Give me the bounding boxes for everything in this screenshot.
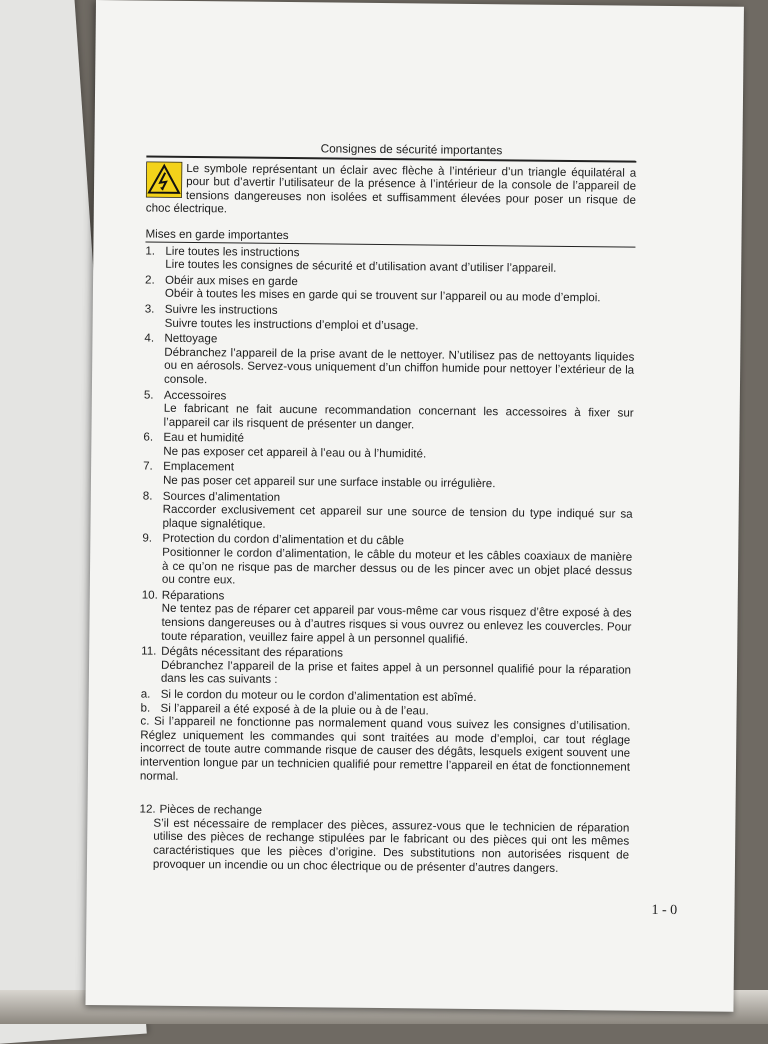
item-number: 3. xyxy=(144,302,155,316)
item-title: Obéir aux mises en garde xyxy=(165,273,298,288)
item-number: 7. xyxy=(143,459,153,474)
item-number: 10. xyxy=(141,588,158,602)
item-number: 5. xyxy=(143,388,154,402)
item-description: Obéir à toutes les mises en garde qui se trouvent sur l’appareil ou au mode d’emploi. xyxy=(164,287,601,305)
item-number: 4. xyxy=(144,331,155,345)
list-item xyxy=(143,460,633,492)
lightning-warning-icon xyxy=(146,161,182,197)
item-description: Lire toutes les consignes de sécurité et d’utilisation avant d’utiliser l’appareil. xyxy=(165,257,557,275)
item-title: Suivre les instructions xyxy=(164,302,278,317)
list-item xyxy=(141,645,631,691)
item-title: Eau et humidité xyxy=(163,431,245,445)
page-title-text: Consignes de sécurité importantes xyxy=(320,141,503,158)
item-description: Positionner le cordon d’alimentation, le câble du moteur et les câbles coaxiaux de manière à ce qu’on ne risque pas de marcher dessus ou de les pincer avec un objet placé dessus ou contre eux. xyxy=(161,545,633,587)
item-number: 1. xyxy=(145,244,156,258)
sub-item-c: c. Si l’appareil ne fonctionne pas normalement quand vous suivez les consignes d’utilisation. Réglez uniquement les commandes qui sont traitées au mode d’emploi, car tout réglage incorrect de toute autre commande risque de causer des dégâts, lesquels exigent souvent une intervention longue par un technicien qualifié pour remettre l’appareil en état de fonctionnement normal. xyxy=(139,714,631,783)
item-title: Protection du cordon d’alimentation et du câble xyxy=(162,532,405,548)
warning-paragraph xyxy=(146,161,637,221)
item-description: Raccorder exclusivement cet appareil sur une source de tension du type indiqué sur sa plaque signalétique. xyxy=(162,502,633,531)
page-title xyxy=(146,141,636,163)
item-description: Suivre toutes les instructions d’emploi et d’usage. xyxy=(164,316,419,332)
item-number: 12. xyxy=(139,802,156,816)
list-item xyxy=(142,532,633,592)
item-number: 2. xyxy=(145,273,155,287)
item-title: Réparations xyxy=(161,588,225,603)
item-number: 6. xyxy=(143,430,154,444)
sub-item-text: Si le cordon du moteur ou le cordon d’alimentation est abîmé. xyxy=(160,687,477,704)
sub-item-number: a. xyxy=(140,687,151,701)
item-description: Ne tentez pas de réparer cet appareil par vous-même car vous risquez d’être exposé à des tensions dangereuses ou à d’autres risques si vous ouvrez ou enlevez les couvercles. Pour toute réparation, veuillez faire appel à un personnel qualifié. xyxy=(161,602,632,646)
sub-item-number: b. xyxy=(140,701,151,715)
sub-item-text: Si l’appareil a été exposé à de la pluie ou à de l’eau. xyxy=(160,701,429,718)
list-item xyxy=(145,273,635,305)
item-description: Ne pas poser cet appareil sur une surface instable ou irrégulière. xyxy=(162,473,496,491)
item-number: 9. xyxy=(142,531,153,546)
item-description: S’il est nécessaire de remplacer des pièces, assurez-vous que le technicien de réparation utilise des pièces de rechange stipulées par le fabricant ou des pièces qui ont les mêmes caractéristiques que les pièces d’origine. Des substitutions non autorisées risquent de provoquer un incendie ou un choc électrique ou de présenter d’autres dangers. xyxy=(152,816,630,875)
list-item-12 xyxy=(139,803,630,876)
item-title: Emplacement xyxy=(163,460,235,474)
item-title: Pièces de rechange xyxy=(159,802,263,817)
warning-text: Le symbole représentant un éclair avec flèche à l’intérieur d’un triangle équilatéral a pour but d’avertir l’utilisateur de la présence à l’intérieur de la console de l’appareil de tensions dangereuses non isolées et suffisamment élevées pour poser un risque de choc électrique. xyxy=(145,161,637,216)
list-item xyxy=(144,388,634,434)
list-item xyxy=(145,244,635,276)
document-content xyxy=(139,141,637,876)
list-item xyxy=(144,332,635,392)
list-item xyxy=(145,302,635,334)
list-item xyxy=(143,431,633,463)
item-title: Lire toutes les instructions xyxy=(165,244,300,259)
list-item xyxy=(141,588,632,648)
item-description: Le fabricant ne fait aucune recommandation concernant les accessoires à fixer sur l’appareil car ils risquent de présenter un danger. xyxy=(163,401,634,432)
item-description: Ne pas exposer cet appareil à l’eau ou à l’humidité. xyxy=(163,444,427,461)
document-page xyxy=(85,0,743,1012)
item-title: Accessoires xyxy=(163,388,227,402)
item-title: Nettoyage xyxy=(164,331,218,346)
item-description: Débranchez l’appareil de la prise avant de le nettoyer. N’utilisez pas de nettoyants liquides ou en aérosols. Servez-vous uniquement d’un chiffon humide pour nettoyer l’extérieur de la console. xyxy=(163,345,635,387)
item-number: 8. xyxy=(142,489,153,503)
item-description: Débranchez l’appareil de la prise et faites appel à un personnel qualifié pour la réparation dans les cas suivants : xyxy=(160,658,632,687)
item-title: Dégâts nécessitant des réparations xyxy=(161,644,343,660)
item-title: Sources d’alimentation xyxy=(162,489,281,504)
instruction-list xyxy=(141,244,636,691)
item-number: 11. xyxy=(141,644,157,658)
page-number: 1 - 0 xyxy=(651,902,678,919)
section-title: Mises en garde importantes xyxy=(145,228,635,248)
list-item xyxy=(142,489,632,535)
